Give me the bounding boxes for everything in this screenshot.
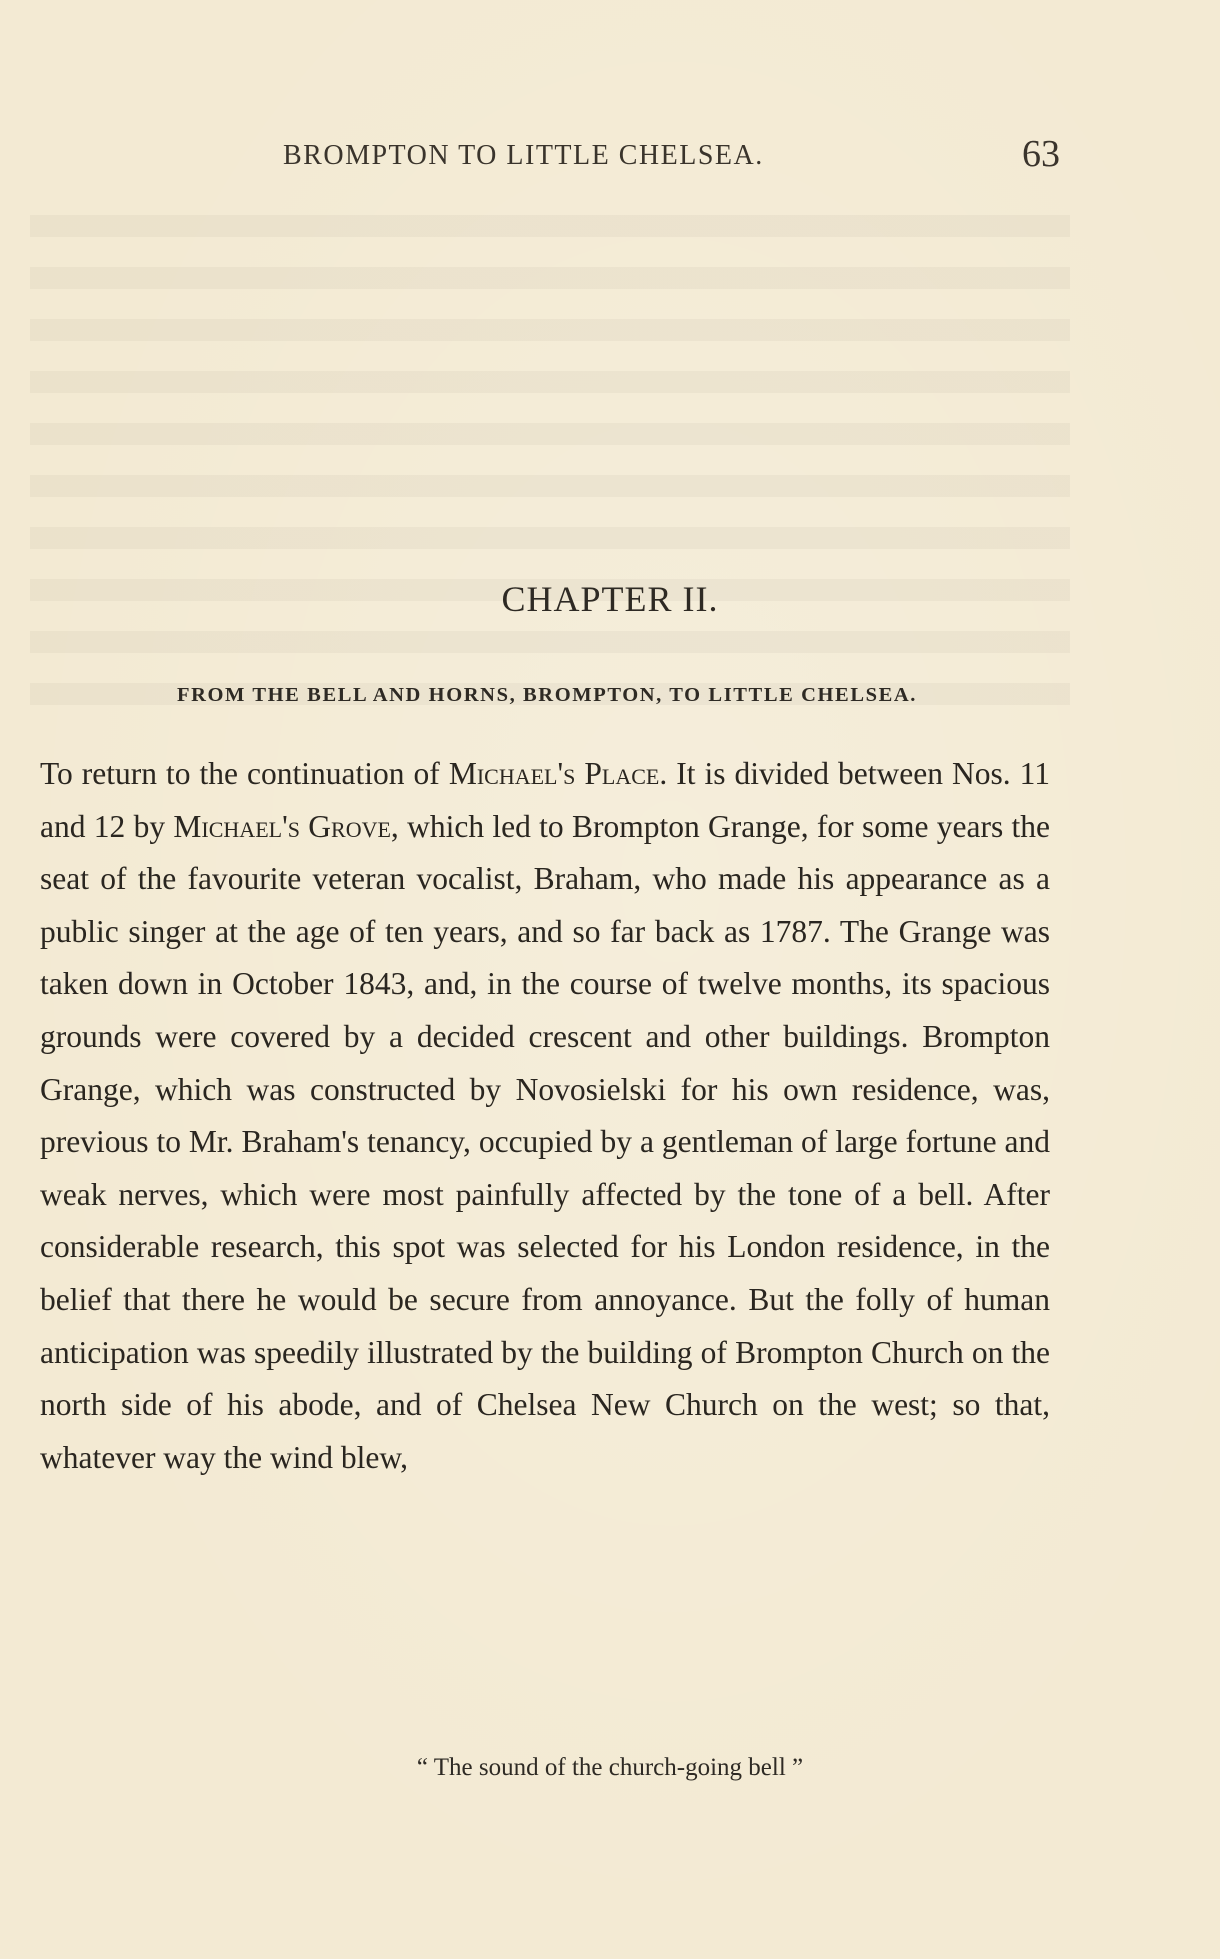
- small-caps-place-name: Michael's Place: [448, 756, 660, 791]
- chapter-title: CHAPTER II.: [501, 579, 719, 619]
- body-text-part: , which led to Brompton Grange, for some years the seat of the favourite veteran vocalist, Braham, who made his appearance as a public singer at the age of ten years, and so far back as 1787. The Grange was taken down in October 1843, and, in the course of twelve months, its spacious grounds were covered by a decided crescent and other buildings. Brompton Grange, which was constructed by Novosielski for his own residence, was, previous to Mr. Braham's tenancy, occupied by a gentleman of large fortune and weak nerves, which were most painfully affected by the tone of a bell. After considerable research, this spot was selected for his London residence, in the belief that there he would be secure from annoyance. But the folly of human anticipation was speedily illustrated by the building of Brompton Church on the north side of his abode, and of Chelsea New Church on the west; so that, whatever way the wind blew,: [40, 808, 1050, 1475]
- small-caps-place-name: Michael's Grove: [173, 808, 391, 844]
- page-number: 63: [1022, 133, 1060, 175]
- body-paragraph: [40, 748, 1050, 1484]
- running-title: BROMPTON TO LITTLE CHELSEA.: [283, 140, 764, 171]
- body-text-part: To return to the continuation of: [40, 756, 449, 791]
- chapter-subtitle: FROM THE BELL AND HORNS, BROMPTON, TO LITTLE CHELSEA.: [176, 684, 917, 706]
- quotation: “ The sound of the church-going bell ”: [416, 1754, 804, 1781]
- running-head: [40, 132, 1060, 182]
- show-through-texture: [30, 215, 1070, 715]
- body-text-part: . It is divided between Nos. 11 and 12 by: [40, 756, 1051, 844]
